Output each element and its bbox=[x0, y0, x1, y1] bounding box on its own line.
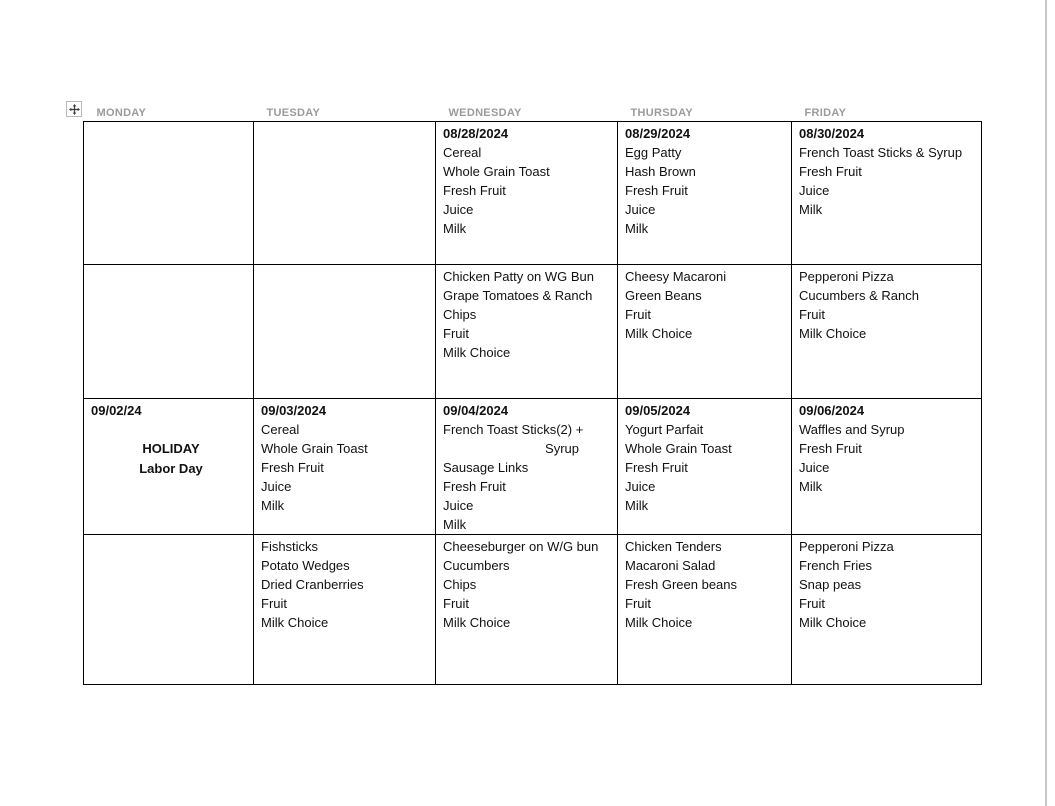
day-header-tuesday: TUESDAY bbox=[266, 107, 321, 119]
day-header-wednesday: WEDNESDAY bbox=[448, 107, 522, 119]
menu-item: Milk bbox=[443, 221, 467, 236]
table-move-handle[interactable] bbox=[66, 101, 82, 117]
menu-item: French Toast Sticks(2) + bbox=[443, 422, 584, 437]
menu-item: Milk bbox=[261, 498, 285, 513]
menu-item: Fresh Fruit bbox=[625, 183, 688, 198]
menu-item: Snap peas bbox=[799, 577, 862, 592]
menu-row-week1-breakfast bbox=[84, 122, 982, 265]
menu-item: Milk bbox=[625, 221, 649, 236]
menu-item: Fruit bbox=[261, 596, 287, 611]
menu-item: Fresh Fruit bbox=[261, 460, 324, 475]
menu-item: Whole Grain Toast bbox=[261, 441, 368, 456]
cell-week1-lunch-thursday[interactable] bbox=[618, 265, 792, 399]
day-header-row bbox=[84, 101, 982, 122]
menu-item: Fruit bbox=[443, 596, 469, 611]
cell-date: 08/28/2024 bbox=[443, 126, 509, 141]
cell-week1-breakfast-monday[interactable] bbox=[84, 122, 254, 265]
menu-item: Milk Choice bbox=[625, 326, 693, 341]
menu-item: Whole Grain Toast bbox=[625, 441, 732, 456]
menu-item: Milk bbox=[625, 498, 649, 513]
menu-item: Juice bbox=[443, 202, 474, 217]
menu-item: Juice bbox=[799, 460, 830, 475]
menu-item: Cereal bbox=[261, 422, 300, 437]
menu-item: Fresh Fruit bbox=[799, 441, 862, 456]
page-right-edge bbox=[1045, 0, 1047, 806]
menu-item: Green Beans bbox=[625, 288, 702, 303]
menu-item: Cucumbers bbox=[443, 558, 510, 573]
menu-item: Fruit bbox=[799, 307, 825, 322]
cell-week1-breakfast-tuesday[interactable] bbox=[254, 122, 436, 265]
menu-item: Syrup bbox=[545, 441, 579, 456]
menu-item: Dried Cranberries bbox=[261, 577, 364, 592]
day-header-thursday: THURSDAY bbox=[630, 107, 694, 119]
menu-body bbox=[84, 122, 982, 685]
menu-item: Fishsticks bbox=[261, 539, 319, 554]
holiday-subtitle: Labor Day bbox=[139, 461, 203, 476]
menu-item: Fresh Fruit bbox=[443, 479, 506, 494]
cell-week1-breakfast-thursday[interactable] bbox=[618, 122, 792, 265]
menu-item: Milk Choice bbox=[799, 615, 867, 630]
cell-week1-lunch-friday[interactable] bbox=[792, 265, 982, 399]
menu-item: Milk bbox=[443, 517, 467, 532]
menu-item: Grape Tomatoes & Ranch bbox=[443, 288, 593, 303]
menu-item: Fruit bbox=[443, 326, 469, 341]
menu-item: Cereal bbox=[443, 145, 482, 160]
menu-item: Fruit bbox=[625, 596, 651, 611]
menu-item: Fruit bbox=[625, 307, 651, 322]
menu-item: Juice bbox=[261, 479, 292, 494]
menu-item: Pepperoni Pizza bbox=[799, 269, 894, 284]
cell-week1-lunch-monday[interactable] bbox=[84, 265, 254, 399]
menu-item: Fresh Green beans bbox=[625, 577, 738, 592]
cell-date: 09/05/2024 bbox=[625, 403, 691, 418]
cell-week2-lunch-monday[interactable] bbox=[84, 535, 254, 685]
menu-item: Milk Choice bbox=[443, 345, 511, 360]
cell-date: 09/06/2024 bbox=[799, 403, 865, 418]
menu-row-week1-lunch bbox=[84, 265, 982, 399]
menu-calendar-table bbox=[83, 101, 982, 685]
menu-item: Chips bbox=[443, 577, 477, 592]
menu-item: Juice bbox=[625, 479, 656, 494]
cell-date: 09/03/2024 bbox=[261, 403, 327, 418]
menu-item: Macaroni Salad bbox=[625, 558, 716, 573]
menu-item: Sausage Links bbox=[443, 460, 529, 475]
day-header-friday: FRIDAY bbox=[804, 107, 847, 119]
menu-item: Chicken Tenders bbox=[625, 539, 722, 554]
menu-item: Juice bbox=[443, 498, 474, 513]
menu-item: Fresh Fruit bbox=[625, 460, 688, 475]
menu-item: Chips bbox=[443, 307, 477, 322]
menu-item: Milk Choice bbox=[261, 615, 329, 630]
cell-week2-lunch-thursday[interactable] bbox=[618, 535, 792, 685]
cell-date: 09/04/2024 bbox=[443, 403, 509, 418]
menu-item: Potato Wedges bbox=[261, 558, 350, 573]
menu-item: Pepperoni Pizza bbox=[799, 539, 894, 554]
menu-item: Cheeseburger on W/G bun bbox=[443, 539, 599, 554]
cell-week2-breakfast-wednesday[interactable] bbox=[436, 399, 618, 535]
menu-item: French Fries bbox=[799, 558, 872, 573]
cell-week2-breakfast-friday[interactable] bbox=[792, 399, 982, 535]
menu-item: Milk bbox=[799, 479, 823, 494]
holiday-title: HOLIDAY bbox=[142, 441, 200, 456]
cell-week2-lunch-wednesday[interactable] bbox=[436, 535, 618, 685]
menu-item: French Toast Sticks & Syrup bbox=[799, 145, 963, 160]
menu-item: Egg Patty bbox=[625, 145, 682, 160]
menu-item: Milk Choice bbox=[443, 615, 511, 630]
menu-row-week2-lunch bbox=[84, 535, 982, 685]
menu-item: Whole Grain Toast bbox=[443, 164, 550, 179]
cell-date: 08/29/2024 bbox=[625, 126, 691, 141]
cell-week1-breakfast-wednesday[interactable] bbox=[436, 122, 618, 265]
menu-item: Fruit bbox=[799, 596, 825, 611]
move-icon bbox=[69, 104, 80, 115]
menu-row-week2-breakfast bbox=[84, 399, 982, 535]
cell-week1-breakfast-friday[interactable] bbox=[792, 122, 982, 265]
menu-item: Yogurt Parfait bbox=[625, 422, 704, 437]
menu-item: Fresh Fruit bbox=[443, 183, 506, 198]
menu-item: Juice bbox=[625, 202, 656, 217]
menu-item: Cheesy Macaroni bbox=[625, 269, 727, 284]
menu-item: Milk bbox=[799, 202, 823, 217]
cell-week2-breakfast-thursday[interactable] bbox=[618, 399, 792, 535]
menu-item: Hash Brown bbox=[625, 164, 696, 179]
menu-item: Juice bbox=[799, 183, 830, 198]
cell-week1-lunch-wednesday[interactable] bbox=[436, 265, 618, 399]
cell-date: 08/30/2024 bbox=[799, 126, 865, 141]
menu-item: Chicken Patty on WG Bun bbox=[443, 269, 595, 284]
menu-item: Cucumbers & Ranch bbox=[799, 288, 919, 303]
cell-week2-lunch-tuesday[interactable] bbox=[254, 535, 436, 685]
cell-week2-lunch-friday[interactable] bbox=[792, 535, 982, 685]
menu-item: Milk Choice bbox=[625, 615, 693, 630]
holiday-block bbox=[91, 439, 251, 479]
cell-week2-breakfast-tuesday[interactable] bbox=[254, 399, 436, 535]
cell-date: 09/02/24 bbox=[91, 403, 142, 418]
cell-week1-lunch-tuesday[interactable] bbox=[254, 265, 436, 399]
menu-item: Milk Choice bbox=[799, 326, 867, 341]
day-header-monday: MONDAY bbox=[96, 107, 147, 119]
cell-week2-breakfast-monday[interactable] bbox=[84, 399, 254, 535]
menu-item: Fresh Fruit bbox=[799, 164, 862, 179]
menu-item: Waffles and Syrup bbox=[799, 422, 905, 437]
